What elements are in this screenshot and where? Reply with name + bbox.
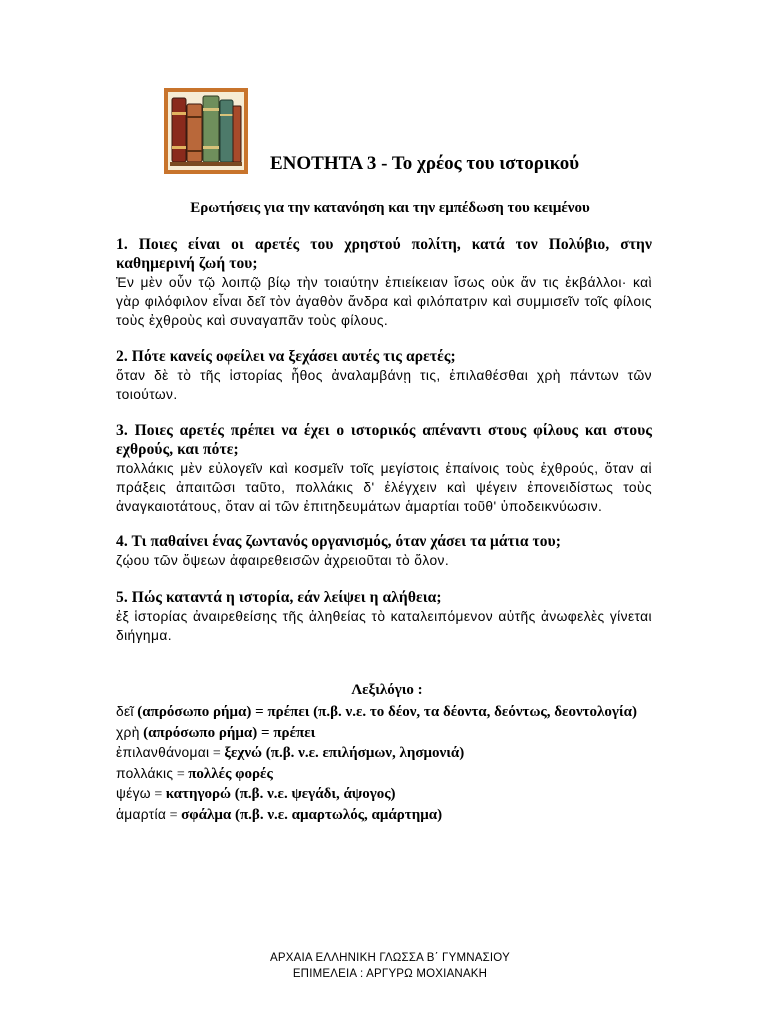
vocabulary-word: χρὴ (116, 724, 140, 740)
vocabulary-word: πολλάκις (116, 765, 174, 781)
question-block-3 (116, 421, 652, 516)
question-text: 1. Ποιες είναι οι αρετές του χρηστού πολίτη, κατά τον Πολύβιο, στην καθημερινή ζωή του; (116, 236, 652, 272)
question-block-1 (116, 235, 652, 330)
question-text: 2. Πότε κανείς οφείλει να ξεχάσει αυτές τις αρετές; (116, 348, 456, 365)
page-subtitle: Ερωτήσεις για την κατανόηση και την εμπέδωση του κειμένου (190, 200, 590, 216)
vocabulary-definition: ξεχνώ (π.β. ν.ε. επιλήσμων, λησμονιά) (224, 745, 465, 761)
ancient-text-answer: ἐξ ἱστορίας ἀναιρεθείσης τῆς ἀληθείας τὸ καταλειπόμενον αὐτῆς ἀνωφελὲς γίνεται διήγημα. (116, 609, 652, 643)
vocabulary-definition: (απρόσωπο ρήμα) = πρέπει (π.β. ν.ε. το δέον, τα δέοντα, δεόντως, δεοντολογία) (137, 704, 637, 720)
vocabulary-separator: = (173, 766, 189, 782)
question-block-5 (116, 588, 652, 645)
footer-editor-line: ΕΠΙΜΕΛΕΙΑ : ΑΡΓΥΡΩ ΜΟΧΙΑΝΑΚΗ (292, 968, 488, 980)
vocabulary-separator: = (150, 787, 166, 802)
vocabulary-word: ἐπιλανθάνομαι (116, 745, 210, 760)
vocabulary-definition: κατηγορώ (π.β. ν.ε. ψεγάδι, άψογος) (165, 786, 396, 802)
ancient-text-answer: Ἐν μὲν οὖν τῷ λοιπῷ βίῳ τὴν τοιαύτην ἐπιείκειαν ἴσως οὐκ ἄν τις ἐκβάλλοι· καὶ γὰρ φιλόφιλον εἶναι δεῖ τὸν ἀγαθὸν ἄνδρα καὶ φιλόπατριν καὶ συμμισεῖν τοῖς φίλοις τοὺς ἐχθροὺς καὶ συναγαπᾶν τοὺς φίλους. (116, 275, 652, 328)
vocabulary-entry (116, 805, 652, 826)
vocabulary-word: δεῖ (116, 704, 134, 719)
vocabulary-list (116, 702, 652, 825)
vocabulary-definition: πολλές φορές (188, 765, 273, 782)
page-title: ΕΝΟΤΗΤΑ 3 - Το χρέος του ιστορικού (270, 153, 580, 174)
ancient-text-answer: πολλάκις μὲν εὐλογεῖν καὶ κοσμεῖν τοῖς μεγίστοις ἐπαίνοις τοὺς ἐχθρούς, ὅταν αἱ πράξεις ἀπαιτῶσι ταῦτο, πολλάκις δ' ἐλέγχειν καὶ ψέγειν ἐπονειδίστως τοὺς ἀναγκαιοτάτους, ὅταν αἱ τῶν ἐπιτηδευμάτων ἁμαρτίαι τοῦθ' ὑποδεικνύωσιν. (116, 461, 652, 514)
vocabulary-definition: (απρόσωπο ρήμα) = πρέπει (143, 724, 316, 741)
books-illustration-icon (164, 88, 248, 174)
vocabulary-definition: σφάλμα (π.β. ν.ε. αμαρτωλός, αμάρτημα) (181, 806, 443, 823)
vocabulary-word: ἁμαρτία (116, 806, 167, 822)
vocabulary-separator: = (209, 746, 225, 761)
question-text: 5. Πώς καταντά η ιστορία, εάν λείψει η αλήθεια; (116, 589, 442, 606)
vocabulary-title: Λεξιλόγιο : (351, 682, 423, 698)
question-block-4 (116, 532, 652, 570)
ancient-text-answer: ζῴου τῶν ὄψεων ἀφαιρεθεισῶν ἀχρειοῦται τὸ ὅλον. (116, 553, 450, 568)
question-text: 4. Τι παθαίνει ένας ζωντανός οργανισμός, όταν χάσει τα μάτια του; (116, 533, 562, 550)
vocabulary-separator: = (166, 807, 182, 823)
vocabulary-entry (116, 723, 652, 744)
page-footer (0, 950, 768, 982)
vocabulary-entry (116, 784, 652, 805)
vocabulary-entry (116, 764, 652, 785)
question-block-2 (116, 347, 652, 404)
vocabulary-entry (116, 702, 652, 723)
footer-course-line: ΑΡΧΑΙΑ ΕΛΛΗΝΙΚΗ ΓΛΩΣΣΑ Β΄ ΓΥΜΝΑΣΙΟΥ (270, 952, 510, 964)
ancient-text-answer: ὅταν δὲ τὸ τῆς ἱστορίας ἦθος ἀναλαμβάνῃ τις, ἐπιλαθέσθαι χρὴ πάντων τῶν τοιούτων. (116, 368, 652, 402)
vocabulary-word: ψέγω (116, 786, 151, 801)
vocabulary-entry (116, 743, 652, 764)
question-text: 3. Ποιες αρετές πρέπει να έχει ο ιστορικός απέναντι στους φίλους και στους εχθρούς, και πότε; (116, 422, 652, 458)
